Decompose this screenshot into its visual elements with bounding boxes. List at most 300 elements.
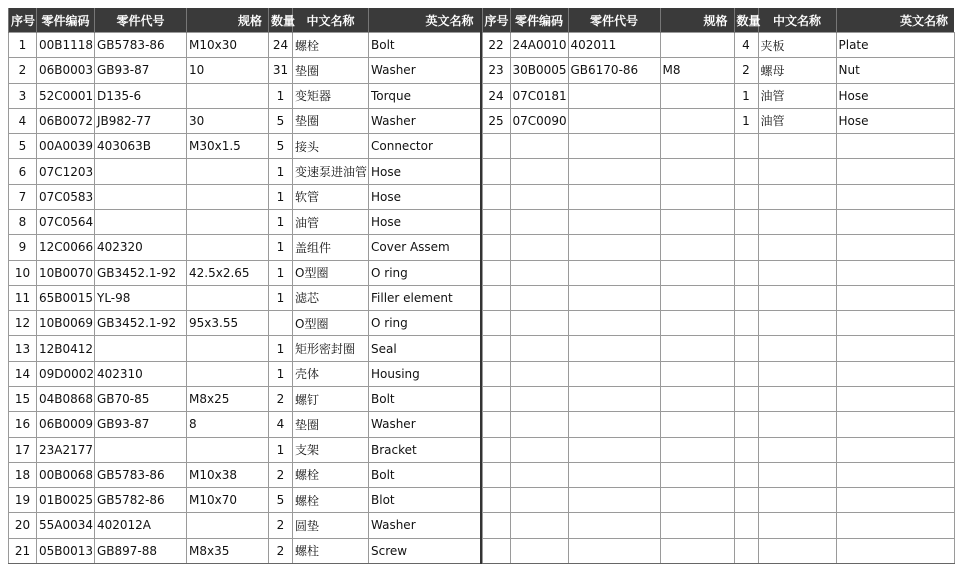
cell-part-code: 07C0564 xyxy=(37,209,95,234)
cell-chinese-name: 螺钉 xyxy=(293,386,369,411)
table-row xyxy=(482,134,954,159)
cell-chinese-name xyxy=(758,235,836,260)
table-row xyxy=(482,513,954,538)
cell-english-name: Bolt xyxy=(369,462,481,487)
cell-index: 2 xyxy=(9,58,37,83)
cell-part-number: 403063B xyxy=(95,134,187,159)
cell-part-code: 06B0009 xyxy=(37,412,95,437)
header-english-name: 英文名称 xyxy=(369,8,481,33)
cell-english-name: Washer xyxy=(369,108,481,133)
cell-index: 4 xyxy=(9,108,37,133)
cell-qty: 2 xyxy=(269,513,293,538)
cell-english-name xyxy=(836,260,954,285)
cell-index: 25 xyxy=(482,108,510,133)
cell-qty: 2 xyxy=(269,538,293,563)
cell-part-code: 10B0070 xyxy=(37,260,95,285)
table-row xyxy=(9,285,481,310)
cell-part-number: 402011 xyxy=(568,33,660,58)
cell-english-name: Housing xyxy=(369,361,481,386)
cell-chinese-name: 螺柱 xyxy=(293,538,369,563)
cell-spec: M8x35 xyxy=(187,538,269,563)
cell-spec: 10 xyxy=(187,58,269,83)
cell-index: 7 xyxy=(9,184,37,209)
cell-part-number: GB3452.1-92 xyxy=(95,260,187,285)
cell-chinese-name: 垫圈 xyxy=(293,58,369,83)
cell-spec xyxy=(187,83,269,108)
cell-part-number xyxy=(568,108,660,133)
cell-spec xyxy=(187,184,269,209)
cell-chinese-name xyxy=(758,437,836,462)
cell-spec: M10x38 xyxy=(187,462,269,487)
cell-qty: 1 xyxy=(269,83,293,108)
table-row xyxy=(482,538,954,563)
cell-english-name: Blot xyxy=(369,488,481,513)
cell-part-number xyxy=(568,209,660,234)
cell-spec: M10x30 xyxy=(187,33,269,58)
cell-qty xyxy=(734,235,758,260)
cell-spec: M30x1.5 xyxy=(187,134,269,159)
cell-english-name xyxy=(836,134,954,159)
cell-spec: M8x25 xyxy=(187,386,269,411)
cell-english-name: Hose xyxy=(836,108,954,133)
cell-qty xyxy=(734,412,758,437)
cell-chinese-name xyxy=(758,386,836,411)
cell-index: 22 xyxy=(482,33,510,58)
cell-qty xyxy=(734,437,758,462)
cell-spec xyxy=(660,513,734,538)
cell-spec xyxy=(187,336,269,361)
cell-qty xyxy=(734,184,758,209)
cell-chinese-name: 油管 xyxy=(758,83,836,108)
cell-chinese-name xyxy=(758,336,836,361)
cell-part-number: JB982-77 xyxy=(95,108,187,133)
cell-english-name xyxy=(836,488,954,513)
cell-part-number: GB5783-86 xyxy=(95,462,187,487)
cell-qty: 2 xyxy=(734,58,758,83)
cell-spec: 95x3.55 xyxy=(187,311,269,336)
header-index: 序号 xyxy=(9,8,37,33)
table-row xyxy=(482,462,954,487)
cell-part-code: 05B0013 xyxy=(37,538,95,563)
cell-part-number: GB93-87 xyxy=(95,412,187,437)
table-row xyxy=(9,108,481,133)
cell-part-code xyxy=(510,336,568,361)
cell-chinese-name: 螺栓 xyxy=(293,462,369,487)
cell-part-code xyxy=(510,134,568,159)
cell-part-number xyxy=(95,184,187,209)
cell-spec xyxy=(660,412,734,437)
cell-qty: 24 xyxy=(269,33,293,58)
cell-part-code: 07C0090 xyxy=(510,108,568,133)
header-part-code: 零件编码 xyxy=(510,8,568,33)
cell-part-number xyxy=(568,336,660,361)
header-chinese-name: 中文名称 xyxy=(293,8,369,33)
table-body-left xyxy=(9,33,481,564)
cell-index xyxy=(482,361,510,386)
cell-part-number xyxy=(568,159,660,184)
cell-english-name: Washer xyxy=(369,58,481,83)
cell-part-number xyxy=(95,437,187,462)
cell-part-code xyxy=(510,412,568,437)
table-row xyxy=(9,488,481,513)
cell-english-name xyxy=(836,159,954,184)
cell-english-name xyxy=(836,209,954,234)
parts-table-right xyxy=(482,8,955,564)
cell-qty xyxy=(734,336,758,361)
cell-english-name: O ring xyxy=(369,260,481,285)
cell-index xyxy=(482,462,510,487)
cell-part-code: 07C0583 xyxy=(37,184,95,209)
cell-qty: 1 xyxy=(269,285,293,310)
cell-part-code: 12B0412 xyxy=(37,336,95,361)
header-part-number: 零件代号 xyxy=(568,8,660,33)
cell-qty: 1 xyxy=(269,361,293,386)
header-spec: 规格 xyxy=(187,8,269,33)
cell-part-code xyxy=(510,184,568,209)
cell-part-number: 402320 xyxy=(95,235,187,260)
cell-chinese-name: 圆垫 xyxy=(293,513,369,538)
cell-spec: 8 xyxy=(187,412,269,437)
cell-index: 17 xyxy=(9,437,37,462)
cell-english-name xyxy=(836,285,954,310)
cell-chinese-name xyxy=(758,488,836,513)
cell-english-name xyxy=(836,235,954,260)
table-row xyxy=(9,437,481,462)
cell-part-number: GB6170-86 xyxy=(568,58,660,83)
table-header-row xyxy=(9,8,481,33)
cell-english-name xyxy=(836,462,954,487)
table-row xyxy=(482,311,954,336)
cell-chinese-name: 垫圈 xyxy=(293,108,369,133)
cell-chinese-name: 螺栓 xyxy=(293,33,369,58)
cell-index: 8 xyxy=(9,209,37,234)
cell-part-code: 00B0068 xyxy=(37,462,95,487)
cell-qty: 1 xyxy=(269,159,293,184)
cell-index xyxy=(482,285,510,310)
cell-part-number xyxy=(568,260,660,285)
cell-part-code xyxy=(510,311,568,336)
cell-qty xyxy=(734,513,758,538)
cell-chinese-name: 油管 xyxy=(758,108,836,133)
cell-index xyxy=(482,386,510,411)
cell-chinese-name: 油管 xyxy=(293,209,369,234)
cell-part-code: 04B0868 xyxy=(37,386,95,411)
table-row xyxy=(482,361,954,386)
cell-part-code: 07C0181 xyxy=(510,83,568,108)
table-row xyxy=(482,235,954,260)
cell-index: 18 xyxy=(9,462,37,487)
cell-english-name xyxy=(836,513,954,538)
cell-spec xyxy=(187,437,269,462)
cell-chinese-name: 螺母 xyxy=(758,58,836,83)
cell-spec xyxy=(660,437,734,462)
cell-spec xyxy=(660,538,734,563)
cell-qty xyxy=(734,311,758,336)
cell-chinese-name xyxy=(758,209,836,234)
cell-chinese-name xyxy=(758,311,836,336)
cell-chinese-name xyxy=(758,538,836,563)
cell-english-name: Plate xyxy=(836,33,954,58)
cell-part-number xyxy=(568,513,660,538)
cell-part-code: 65B0015 xyxy=(37,285,95,310)
cell-part-code xyxy=(510,462,568,487)
cell-qty: 4 xyxy=(734,33,758,58)
cell-index: 6 xyxy=(9,159,37,184)
cell-chinese-name xyxy=(758,513,836,538)
cell-part-code xyxy=(510,285,568,310)
table-row xyxy=(482,33,954,58)
cell-english-name xyxy=(836,311,954,336)
cell-part-code xyxy=(510,260,568,285)
cell-part-number: 402012A xyxy=(95,513,187,538)
cell-qty: 1 xyxy=(269,235,293,260)
cell-index: 21 xyxy=(9,538,37,563)
cell-part-code xyxy=(510,437,568,462)
cell-part-number: GB5783-86 xyxy=(95,33,187,58)
cell-part-code: 10B0069 xyxy=(37,311,95,336)
cell-index xyxy=(482,159,510,184)
cell-part-code xyxy=(510,235,568,260)
cell-chinese-name xyxy=(758,361,836,386)
cell-index xyxy=(482,412,510,437)
cell-index: 9 xyxy=(9,235,37,260)
cell-part-number xyxy=(568,311,660,336)
header-part-code: 零件编码 xyxy=(37,8,95,33)
table-row xyxy=(9,412,481,437)
cell-spec xyxy=(660,488,734,513)
cell-chinese-name: 盖组件 xyxy=(293,235,369,260)
cell-chinese-name xyxy=(758,184,836,209)
cell-part-code xyxy=(510,159,568,184)
cell-spec xyxy=(660,361,734,386)
cell-part-code: 12C0066 xyxy=(37,235,95,260)
cell-spec xyxy=(187,159,269,184)
cell-spec xyxy=(660,209,734,234)
cell-part-code: 00A0039 xyxy=(37,134,95,159)
table-row xyxy=(9,184,481,209)
cell-spec xyxy=(660,83,734,108)
cell-spec xyxy=(660,159,734,184)
cell-part-number xyxy=(568,412,660,437)
cell-chinese-name: 壳体 xyxy=(293,361,369,386)
cell-part-code xyxy=(510,538,568,563)
cell-qty: 5 xyxy=(269,488,293,513)
cell-spec xyxy=(660,311,734,336)
cell-english-name: Hose xyxy=(836,83,954,108)
cell-english-name: Torque xyxy=(369,83,481,108)
table-row xyxy=(9,311,481,336)
cell-spec: M10x70 xyxy=(187,488,269,513)
cell-english-name: Washer xyxy=(369,513,481,538)
cell-chinese-name: 接头 xyxy=(293,134,369,159)
parts-table-left xyxy=(8,8,482,564)
cell-qty: 1 xyxy=(734,108,758,133)
cell-qty xyxy=(734,361,758,386)
table-row xyxy=(482,209,954,234)
cell-index: 19 xyxy=(9,488,37,513)
header-qty: 数量 xyxy=(734,8,758,33)
cell-qty: 4 xyxy=(269,412,293,437)
cell-part-number xyxy=(568,538,660,563)
cell-part-code: 09D0002 xyxy=(37,361,95,386)
cell-english-name: Seal xyxy=(369,336,481,361)
cell-english-name xyxy=(836,336,954,361)
cell-chinese-name xyxy=(758,260,836,285)
cell-chinese-name xyxy=(758,285,836,310)
cell-qty xyxy=(269,311,293,336)
cell-chinese-name: 夹板 xyxy=(758,33,836,58)
cell-part-code xyxy=(510,209,568,234)
cell-english-name: Cover Assem xyxy=(369,235,481,260)
cell-part-code: 23A2177 xyxy=(37,437,95,462)
cell-english-name xyxy=(836,437,954,462)
cell-part-number: GB5782-86 xyxy=(95,488,187,513)
cell-chinese-name: 垫圈 xyxy=(293,412,369,437)
table-row xyxy=(9,462,481,487)
header-part-number: 零件代号 xyxy=(95,8,187,33)
cell-chinese-name: 矩形密封圈 xyxy=(293,336,369,361)
cell-english-name xyxy=(836,361,954,386)
cell-part-code xyxy=(510,361,568,386)
cell-spec xyxy=(660,462,734,487)
cell-part-number xyxy=(568,361,660,386)
table-row xyxy=(9,361,481,386)
cell-part-number xyxy=(568,462,660,487)
cell-part-code: 55A0034 xyxy=(37,513,95,538)
cell-chinese-name xyxy=(758,462,836,487)
cell-spec xyxy=(660,108,734,133)
cell-part-number xyxy=(568,235,660,260)
cell-english-name: Bolt xyxy=(369,386,481,411)
cell-index: 3 xyxy=(9,83,37,108)
cell-qty: 5 xyxy=(269,134,293,159)
table-row xyxy=(9,235,481,260)
cell-part-number xyxy=(95,159,187,184)
table-row xyxy=(482,159,954,184)
cell-english-name xyxy=(836,538,954,563)
table-row xyxy=(482,437,954,462)
table-row xyxy=(9,513,481,538)
cell-part-code: 00B1118 xyxy=(37,33,95,58)
cell-chinese-name: 变速泵进油管 xyxy=(293,159,369,184)
table-row xyxy=(482,285,954,310)
table-row xyxy=(9,33,481,58)
cell-english-name: Connector xyxy=(369,134,481,159)
cell-part-number xyxy=(568,184,660,209)
cell-part-code: 07C1203 xyxy=(37,159,95,184)
table-row xyxy=(9,134,481,159)
header-english-name: 英文名称 xyxy=(836,8,954,33)
cell-part-code xyxy=(510,488,568,513)
table-row xyxy=(482,336,954,361)
cell-qty xyxy=(734,260,758,285)
parts-list xyxy=(8,8,952,564)
cell-index: 24 xyxy=(482,83,510,108)
table-row xyxy=(9,538,481,563)
cell-part-number: GB897-88 xyxy=(95,538,187,563)
cell-part-number xyxy=(568,83,660,108)
header-index: 序号 xyxy=(482,8,510,33)
cell-part-code: 30B0005 xyxy=(510,58,568,83)
cell-spec xyxy=(660,336,734,361)
cell-index: 11 xyxy=(9,285,37,310)
cell-chinese-name xyxy=(758,412,836,437)
cell-index: 23 xyxy=(482,58,510,83)
cell-qty xyxy=(734,159,758,184)
cell-spec xyxy=(187,235,269,260)
cell-english-name: Hose xyxy=(369,159,481,184)
cell-spec: 42.5x2.65 xyxy=(187,260,269,285)
cell-chinese-name: O型圈 xyxy=(293,260,369,285)
table-row xyxy=(482,83,954,108)
cell-index xyxy=(482,311,510,336)
cell-index: 13 xyxy=(9,336,37,361)
cell-index xyxy=(482,184,510,209)
cell-qty xyxy=(734,488,758,513)
cell-english-name: Hose xyxy=(369,209,481,234)
cell-spec xyxy=(660,134,734,159)
table-row xyxy=(9,159,481,184)
cell-spec: 30 xyxy=(187,108,269,133)
cell-qty: 1 xyxy=(269,336,293,361)
cell-english-name xyxy=(836,412,954,437)
cell-qty: 1 xyxy=(269,437,293,462)
cell-qty: 5 xyxy=(269,108,293,133)
table-header-row xyxy=(482,8,954,33)
cell-spec xyxy=(187,285,269,310)
cell-index: 16 xyxy=(9,412,37,437)
cell-qty: 1 xyxy=(269,209,293,234)
cell-part-number: 402310 xyxy=(95,361,187,386)
cell-index xyxy=(482,488,510,513)
cell-part-number: YL-98 xyxy=(95,285,187,310)
cell-index: 15 xyxy=(9,386,37,411)
table-row xyxy=(9,260,481,285)
cell-index: 1 xyxy=(9,33,37,58)
cell-qty xyxy=(734,538,758,563)
cell-qty xyxy=(734,386,758,411)
cell-qty: 1 xyxy=(269,184,293,209)
cell-index: 14 xyxy=(9,361,37,386)
cell-part-code xyxy=(510,386,568,411)
cell-part-code: 06B0003 xyxy=(37,58,95,83)
cell-part-number: GB93-87 xyxy=(95,58,187,83)
cell-index xyxy=(482,209,510,234)
header-spec: 规格 xyxy=(660,8,734,33)
cell-index xyxy=(482,437,510,462)
table-row xyxy=(482,260,954,285)
cell-part-number: GB70-85 xyxy=(95,386,187,411)
cell-index: 5 xyxy=(9,134,37,159)
table-row xyxy=(482,108,954,133)
cell-spec xyxy=(187,513,269,538)
cell-part-number xyxy=(568,437,660,462)
cell-part-number xyxy=(95,336,187,361)
cell-chinese-name: O型圈 xyxy=(293,311,369,336)
cell-part-code xyxy=(510,513,568,538)
cell-chinese-name: 螺栓 xyxy=(293,488,369,513)
header-chinese-name: 中文名称 xyxy=(758,8,836,33)
cell-spec xyxy=(660,260,734,285)
cell-qty: 2 xyxy=(269,386,293,411)
table-row xyxy=(482,412,954,437)
cell-qty: 2 xyxy=(269,462,293,487)
table-row xyxy=(9,83,481,108)
cell-index xyxy=(482,260,510,285)
cell-part-number: D135-6 xyxy=(95,83,187,108)
cell-spec xyxy=(660,386,734,411)
cell-part-number xyxy=(568,285,660,310)
